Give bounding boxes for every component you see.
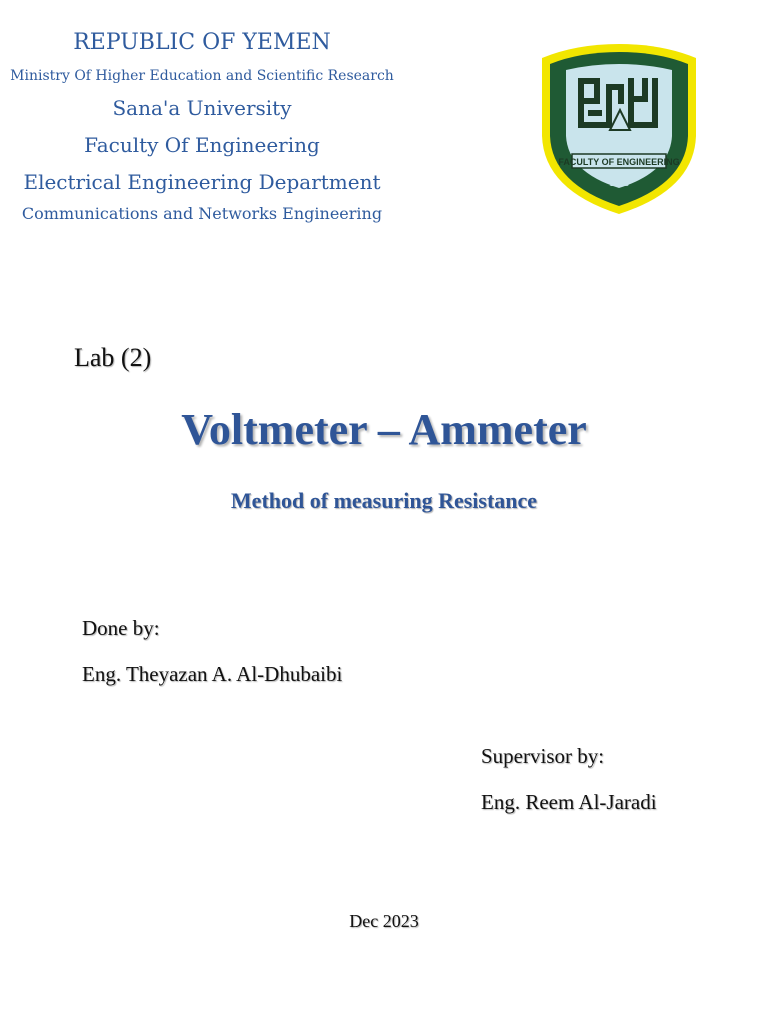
program-name: Communications and Networks Engineering bbox=[21, 204, 383, 223]
university-name: Sana'a University bbox=[112, 96, 292, 120]
document-title: Voltmeter – Ammeter bbox=[181, 405, 587, 454]
supervisor-name: Eng. Reem Al-Jaradi bbox=[481, 790, 657, 814]
author-name: Eng. Theyazan A. Al-Dhubaibi bbox=[82, 662, 343, 686]
document-date: Dec 2023 bbox=[349, 911, 419, 931]
lab-number: Lab (2) bbox=[74, 343, 152, 372]
country-name: REPUBLIC OF YEMEN bbox=[73, 30, 331, 55]
faculty-name: Faculty Of Engineering bbox=[84, 133, 320, 157]
faculty-logo bbox=[536, 40, 702, 216]
department-name: Electrical Engineering Department bbox=[23, 170, 381, 194]
done-by-label: Done by: bbox=[82, 616, 160, 640]
document-subtitle: Method of measuring Resistance bbox=[230, 488, 538, 513]
supervisor-label: Supervisor by: bbox=[481, 744, 605, 768]
ministry-name: Ministry Of Higher Education and Scientific Research bbox=[10, 68, 394, 84]
logo-year: 1988 bbox=[609, 178, 629, 189]
logo-banner-text: FACULTY OF ENGINEERING bbox=[558, 157, 680, 167]
